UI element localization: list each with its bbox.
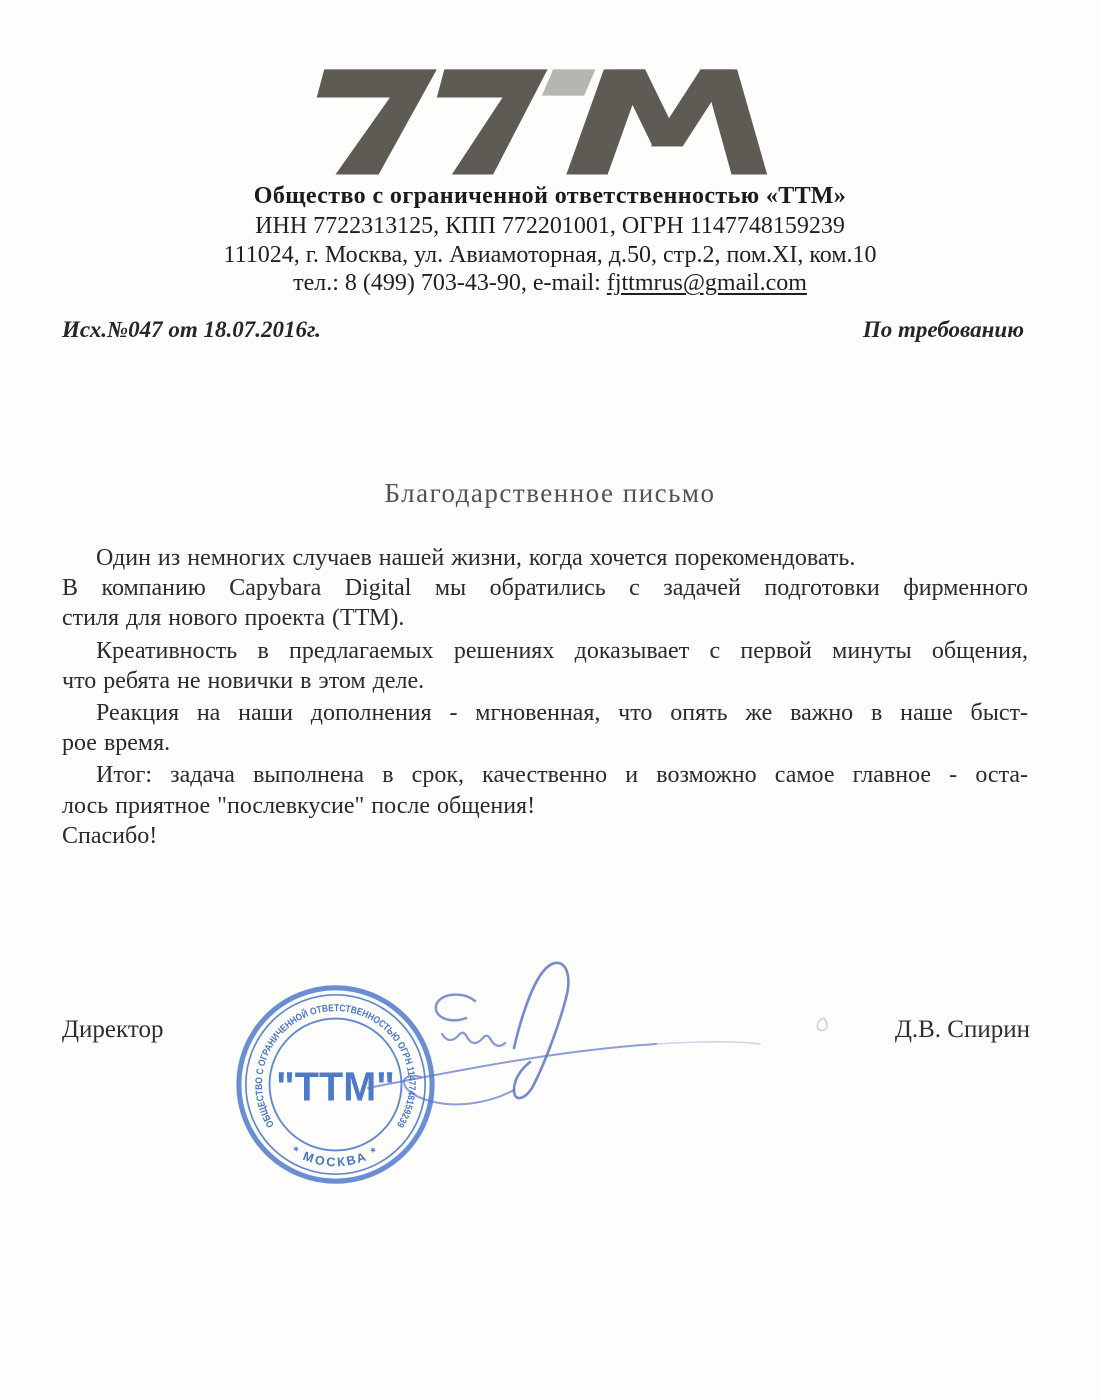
company-name: Общество с ограниченной ответственностью «ТТМ»	[253, 183, 847, 209]
letter-title: Благодарственное письмо	[384, 478, 716, 508]
letter-body	[62, 543, 1028, 851]
company-header-block	[0, 212, 1100, 298]
stamp-city-text: * МОСКВА *	[289, 1143, 382, 1170]
logo-accent-shape	[542, 69, 595, 95]
company-registration-line: ИНН 7722313125, КПП 772201001, ОГРН 1147748159239	[255, 213, 845, 239]
body-line: Реакция на наши дополнения - мгновенная, что опять же важно в наше быст-	[96, 700, 1028, 727]
stamp-center-text: "ТТМ"	[276, 1063, 395, 1110]
email-link: fjttmrus@gmail.com	[606, 270, 807, 296]
body-line: что ребята не новички в этом деле.	[62, 667, 425, 694]
body-line: Спасибо!	[62, 822, 158, 849]
body-line: Итог: задача выполнена в срок, качественно и возможно самое главное - оста-	[96, 762, 1028, 789]
body-line: стиля для нового проекта (ТТМ).	[62, 605, 405, 632]
ttm-logo	[300, 60, 782, 182]
outgoing-reference: Исх.№047 от 18.07.2016г.	[62, 317, 321, 342]
body-line: Один из немногих случаев нашей жизни, когда хочется порекомендовать.	[96, 545, 856, 571]
signatory-name: Д.В. Спирин	[894, 1016, 1030, 1043]
svg-text:* МОСКВА *	[289, 1144, 382, 1170]
body-line: Креативность в предлагаемых решениях доказывает с первой минуты общения,	[96, 637, 1028, 664]
addressee: По требованию	[862, 317, 1024, 342]
signatory-role: Директор	[62, 1016, 164, 1043]
stamp-ring-text: ОБЩЕСТВО С ОГРАНИЧЕННОЙ ОТВЕТСТВЕННОСТЬЮ ОГРН 1147748159239	[254, 1002, 417, 1130]
contacts-prefix: тел.: 8 (499) 703-43-90, e-mail:	[293, 270, 607, 296]
body-line: рое время.	[62, 730, 171, 757]
company-address-line: 111024, г. Москва, ул. Авиамоторная, д.50, стр.2, пом.XI, ком.10	[223, 241, 877, 268]
company-stamp	[224, 973, 447, 1196]
company-contacts-line	[0, 269, 1100, 298]
body-line: лось приятное "послевкусие" после общения!	[62, 792, 536, 819]
body-line: В компанию Capybara Digital мы обратились с задачей подготовки фирменного	[62, 575, 1028, 602]
reference-row	[62, 317, 1024, 343]
signature-row	[62, 1016, 1030, 1044]
